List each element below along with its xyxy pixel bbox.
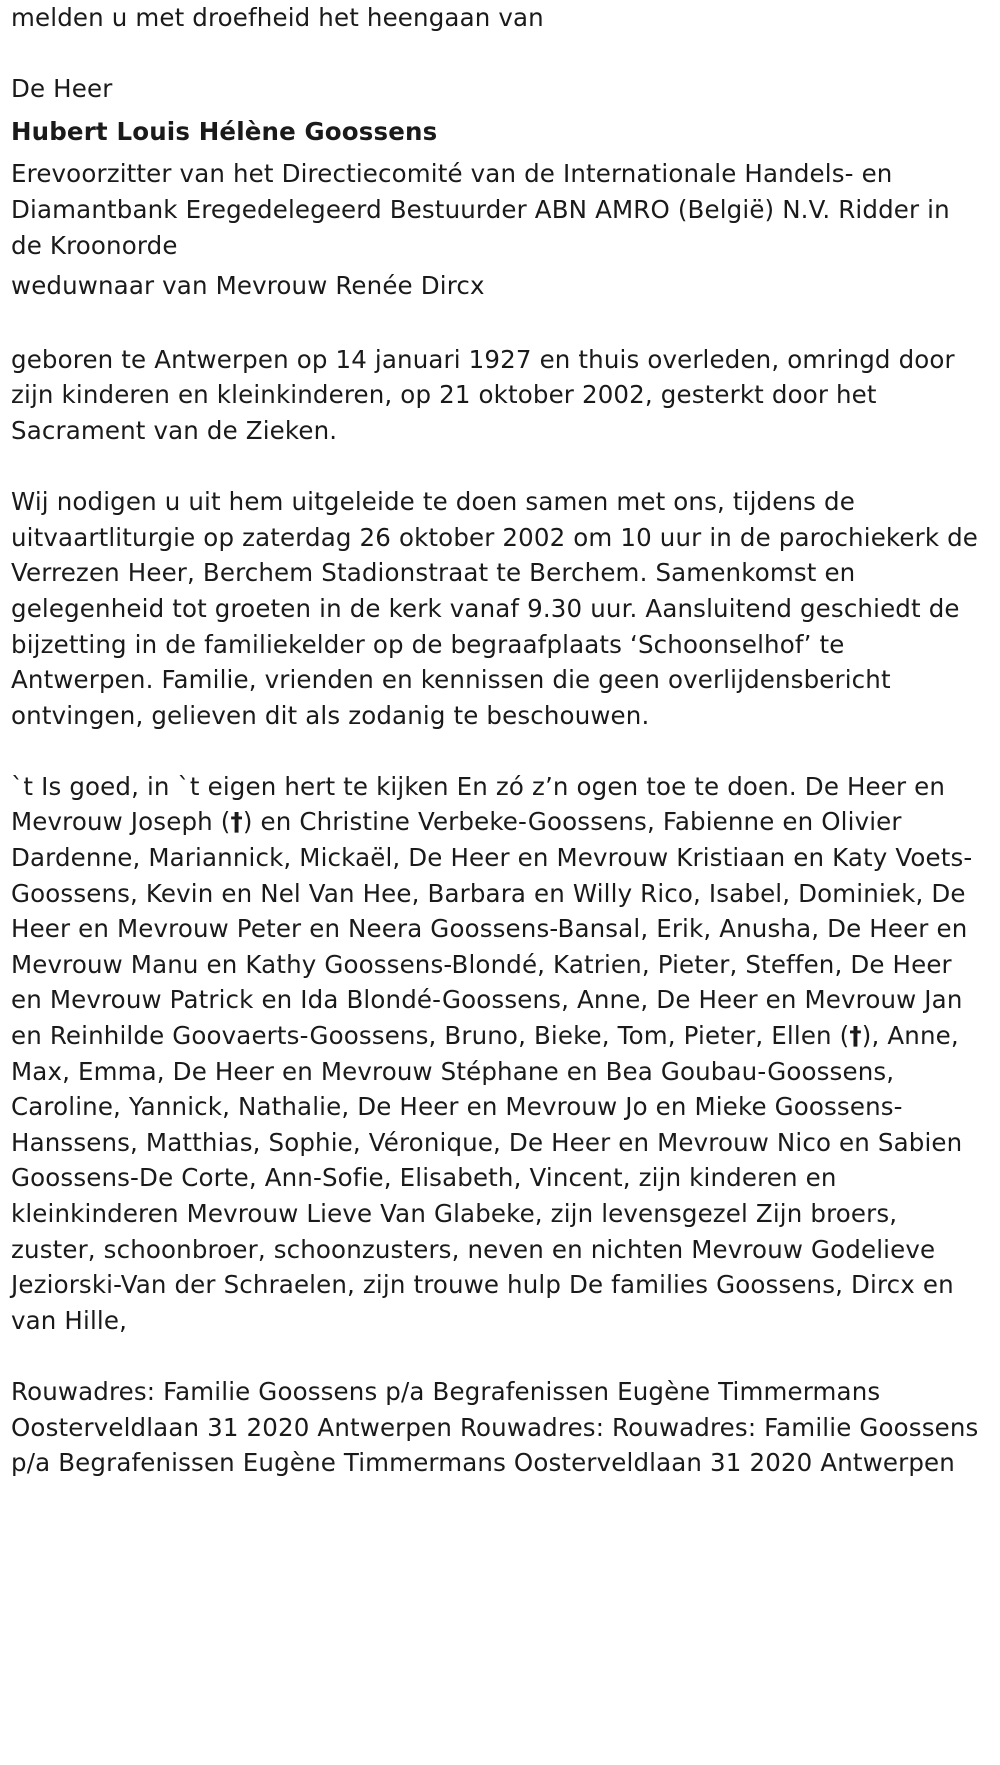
birth-death-text: geboren te Antwerpen op 14 januari 1927 en thuis overleden, omringd door zijn kinderen en kleinkinderen, op 21 oktober 2002, gesterkt door het Sacrament van de Zieken. [11, 344, 955, 445]
deceased-name: Hubert Louis Hélène Goossens [11, 116, 438, 146]
spacer [11, 36, 981, 72]
family-text-part: ) en Christine Verbeke-Goossens, Fabienne en Olivier Dardenne, Mariannick, Mickaël, De Heer en Mevrouw Kristiaan en Katy Voets-Goossens, Kevin en Nel Van Hee, Barbara en Willy Rico, Isabel, Dominiek, De Heer en Mevrouw Peter en Neera Goossens-Bansal, Erik, Anusha, De Heer en Mevrouw Manu en Kathy Goossens-Blondé, Katrien, Pieter, Steffen, De Heer en Mevrouw Patrick en Ida Blondé-Goossens, Anne, De Heer en Mevrouw Jan en Reinhilde Goovaerts-Goossens, Bruno, Bieke, Tom, Pieter, Ellen ( [11, 807, 973, 1051]
family-text-part: `t Is goed, in `t eigen hert te kijken En zó z’n ogen toe te doen. De Heer en Mevrouw Joseph ( [11, 771, 946, 837]
funeral-text: Wij nodigen u uit hem uitgeleide te doen samen met ons, tijdens de uitvaartliturgie op zaterdag 26 oktober 2002 om 10 uur in de parochiekerk de Verrezen Heer, Berchem Stadionstraat te Berchem. Samenkomst en gelegenheid tot groeten in de kerk vanaf 9.30 uur. Aansluitend geschiedt de bijzetting in de familiekelder op de begraafplaats ‘Schoonselhof’ te Antwerpen. Familie, vrienden en kennissen die geen overlijdensbericht ontvingen, gelieven dit als zodanig te beschouwen. [11, 487, 979, 730]
family-text-part: ), Anne, Max, Emma, De Heer en Mevrouw Stéphane en Bea Goubau-Goossens, Caroline, Yannick, Nathalie, De Heer en Mevrouw Jo en Mieke Goossens-Hanssens, Matthias, Sophie, Véronique, De Heer en Mevrouw Nico en Sabien Goossens-De Corte, Ann-Sofie, Elisabeth, Vincent, zijn kinderen en kleinkinderen Mevrouw Lieve Van Glabeke, zijn levensgezel Zijn broers, zuster, schoonbroer, schoonzusters, neven en nichten Mevrouw Godelieve Jeziorski-Van der Schraelen, zijn trouwe hulp De families Goossens, Dircx en van Hille, [11, 1021, 963, 1335]
cross-icon: † [230, 807, 243, 837]
spacer [11, 304, 981, 342]
intro-text: melden u met droefheid het heengaan van [11, 3, 544, 32]
death-notice [11, 0, 981, 1481]
spacer [11, 733, 981, 769]
spacer [11, 1338, 981, 1374]
family-text [11, 769, 981, 1339]
salutation: De Heer [11, 74, 113, 104]
titles-text: Erevoorzitter van het Directiecomité van de Internationale Handels- en Diamantbank Eregedelegeerd Bestuurder ABN AMRO (België) N.V. Ridder in de Kroonorde [11, 159, 950, 260]
cross-icon: † [849, 1021, 862, 1051]
spacer [11, 449, 981, 485]
widower-text: weduwnaar van Mevrouw Renée Dircx [11, 271, 485, 301]
address-text: Rouwadres: Familie Goossens p/a Begrafenissen Eugène Timmermans Oosterveldlaan 31 2020 Antwerpen Rouwadres: Rouwadres: Familie Goossens p/a Begrafenissen Eugène Timmermans Oosterveldlaan 31 2020 Antwerpen [11, 1376, 979, 1478]
